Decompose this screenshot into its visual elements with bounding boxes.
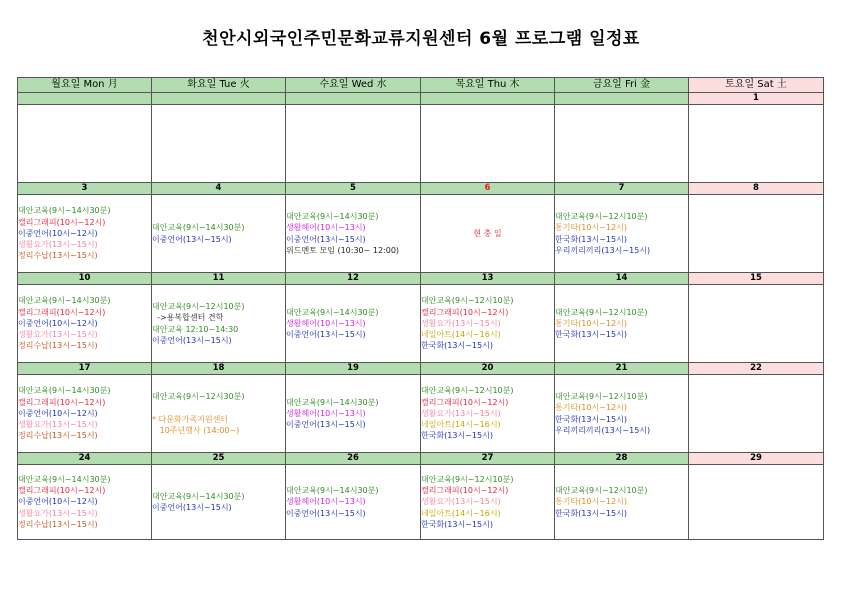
day-cell [286, 105, 421, 183]
weekday-header: 목요일 Thu 木 [421, 78, 555, 93]
weekday-header: 화요일 Tue 火 [152, 78, 286, 93]
date-number: 17 [18, 363, 152, 375]
program-entry: 생활헤어(10시~13시) [286, 497, 366, 507]
program-entry: 정리수납(13시~15시) [18, 341, 98, 351]
day-cell [689, 465, 824, 540]
date-number: 26 [286, 453, 421, 465]
date-row [18, 453, 824, 465]
holiday-label: 현 충 일 [473, 228, 502, 238]
date-number: 11 [152, 273, 286, 285]
day-cell [555, 195, 689, 273]
program-entry: 이중언어(13시~15시) [286, 234, 366, 244]
program-entry: 캘리그래피(10시~12시) [18, 486, 106, 496]
program-entry: 한국화(13시~15시) [421, 519, 493, 529]
program-entry: 우리끼리끼리(13시~15시) [555, 245, 651, 255]
weekday-header: 금요일 Fri 金 [555, 78, 689, 93]
program-entry: 대안교육(9시~12시10분) [152, 302, 245, 312]
program-entry: 대안교육(9시~12시10분) [555, 486, 648, 496]
program-entry: 생활헤어(10시~13시) [286, 318, 366, 328]
weekday-header-row [18, 78, 824, 93]
date-number [286, 93, 421, 105]
program-entry: 대안교육(9시~12시30분) [152, 392, 245, 402]
date-number: 29 [689, 453, 824, 465]
program-entry: 통기타(10시~12시) [555, 403, 627, 413]
program-entry: 대안교육 12:10~14:30 [152, 324, 239, 334]
program-entry: 네일아트(14시~16시) [421, 420, 501, 430]
date-number: 8 [689, 183, 824, 195]
event-row [18, 465, 824, 540]
day-cell [421, 105, 555, 183]
program-entry: 대안교육(9시~12시10분) [421, 474, 514, 484]
program-entry: 이중언어(10시~12시) [18, 408, 98, 418]
program-entry [152, 402, 285, 413]
program-entry: 네일아트(14시~16시) [421, 508, 501, 518]
program-entry: 생활헤어(10시~13시) [286, 408, 366, 418]
date-row [18, 273, 824, 285]
weekday-header-saturday: 토요일 Sat 土 [689, 78, 824, 93]
date-number: 1 [689, 93, 824, 105]
day-cell [421, 285, 555, 363]
program-entry: 대안교육(9시~14시30분) [286, 397, 379, 407]
date-number: 18 [152, 363, 286, 375]
program-entry: 대안교육(9시~14시30분) [152, 491, 245, 501]
program-entry: 대안교육(9시~14시30분) [286, 486, 379, 496]
program-entry: 대안교육(9시~12시10분) [421, 296, 514, 306]
day-cell [152, 465, 286, 540]
date-number [421, 93, 555, 105]
program-entry: 통기타(10시~12시) [555, 223, 627, 233]
date-number: 24 [18, 453, 152, 465]
program-entry: 네일아트(14시~16시) [421, 330, 501, 340]
date-number: 13 [421, 273, 555, 285]
program-entry: 한국화(13시~15시) [555, 234, 627, 244]
page-title: 천안시외국인주민문화교류지원센터 6월 프로그램 일정표 [202, 29, 640, 49]
program-entry: 대안교육(9시~14시30분) [18, 474, 111, 484]
program-entry: 생활요가(13시~15시) [421, 408, 501, 418]
program-entry: 정리수납(13시~15시) [18, 251, 98, 261]
date-number: 20 [421, 363, 555, 375]
day-cell [421, 195, 555, 273]
day-cell [421, 465, 555, 540]
day-cell [689, 195, 824, 273]
day-cell [286, 195, 421, 273]
program-entry: 대안교육(9시~14시30분) [18, 206, 111, 216]
day-cell [18, 375, 152, 453]
program-entry: 10주년행사 (14:00~) [152, 425, 240, 435]
program-entry: 이중언어(13시~15시) [152, 234, 232, 244]
date-row [18, 93, 824, 105]
program-entry: 캘리그래피(10시~12시) [18, 397, 106, 407]
program-entry: 대안교육(9시~12시10분) [555, 392, 648, 402]
day-cell [689, 285, 824, 363]
date-number [152, 93, 286, 105]
date-number: 4 [152, 183, 286, 195]
day-cell [555, 465, 689, 540]
program-entry: 생활헤어(10시~13시) [286, 223, 366, 233]
date-row [18, 183, 824, 195]
weekday-header: 수요일 Wed 水 [286, 78, 421, 93]
program-entry: 한국화(13시~15시) [555, 508, 627, 518]
program-entry: 통기타(10시~12시) [555, 497, 627, 507]
program-entry: 대안교육(9시~14시30분) [18, 296, 111, 306]
date-number: 21 [555, 363, 689, 375]
date-number: 25 [152, 453, 286, 465]
day-cell [152, 375, 286, 453]
program-entry: 생활요가(13시~15시) [18, 330, 98, 340]
program-entry: 대안교육(9시~12시10분) [555, 307, 648, 317]
program-entry: 이중언어(13시~15시) [152, 503, 232, 512]
event-row [18, 285, 824, 363]
program-entry: 한국화(13시~15시) [555, 330, 627, 340]
program-entry: 생활요가(13시~15시) [18, 508, 98, 518]
program-entry: 캘리그래피(10시~12시) [421, 397, 509, 407]
program-entry: 대안교육(9시~14시30분) [286, 307, 379, 317]
event-row [18, 105, 824, 183]
day-cell [555, 375, 689, 453]
day-cell [152, 105, 286, 183]
day-cell [286, 285, 421, 363]
date-number: 10 [18, 273, 152, 285]
program-entry: 대안교육(9시~12시10분) [421, 386, 514, 396]
program-entry: * 다문화가족지원센터 [152, 414, 229, 424]
program-entry: 대안교육(9시~14시30분) [152, 223, 245, 233]
program-entry: 캘리그래피(10시~12시) [18, 217, 106, 227]
day-cell [152, 195, 286, 273]
date-number: 22 [689, 363, 824, 375]
date-number: 6 [421, 183, 555, 195]
day-cell [421, 375, 555, 453]
event-row [18, 195, 824, 273]
day-cell [18, 285, 152, 363]
program-entry: 캘리그래피(10시~12시) [18, 307, 106, 317]
date-number: 14 [555, 273, 689, 285]
event-row [18, 375, 824, 453]
program-entry: 이중언어(13시~15시) [152, 335, 232, 345]
date-row [18, 363, 824, 375]
program-entry: 정리수납(13시~15시) [18, 431, 98, 441]
weekday-header: 월요일 Mon 月 [18, 78, 152, 93]
date-number: 5 [286, 183, 421, 195]
date-number [18, 93, 152, 105]
day-cell [18, 105, 152, 183]
program-entry: 이중언어(10시~12시) [18, 228, 98, 238]
program-entry: 한국화(13시~15시) [421, 431, 493, 441]
program-entry: 캘리그래피(10시~12시) [421, 307, 509, 317]
day-cell [286, 375, 421, 453]
day-cell [555, 285, 689, 363]
schedule-table [17, 77, 824, 540]
program-entry: 통기타(10시~12시) [555, 318, 627, 328]
day-cell [18, 465, 152, 540]
program-entry: 우리끼리끼리(13시~15시) [555, 425, 651, 435]
program-entry: 이중언어(10시~12시) [18, 318, 98, 328]
date-number: 7 [555, 183, 689, 195]
day-cell [286, 465, 421, 540]
program-entry: 위드멘토 모임 (10:30~ 12:00) [286, 245, 400, 255]
date-number: 28 [555, 453, 689, 465]
program-entry: 정리수납(13시~15시) [18, 519, 98, 529]
program-entry: 생활요가(13시~15시) [18, 420, 98, 430]
program-entry: 한국화(13시~15시) [421, 341, 493, 351]
program-entry: 생활요가(13시~15시) [18, 240, 98, 250]
day-cell [555, 105, 689, 183]
program-entry: ->용복합센터 견학 [152, 313, 224, 323]
program-entry: 한국화(13시~15시) [555, 414, 627, 424]
program-entry: 대안교육(9시~14시30분) [286, 212, 379, 222]
program-entry: 생활요가(13시~15시) [421, 318, 501, 328]
date-number: 3 [18, 183, 152, 195]
date-number: 27 [421, 453, 555, 465]
program-entry: 생활요가(13시~15시) [421, 497, 501, 507]
day-cell [152, 285, 286, 363]
day-cell [18, 195, 152, 273]
program-entry: 이중언어(13시~15시) [286, 420, 366, 430]
date-number: 12 [286, 273, 421, 285]
day-cell [689, 375, 824, 453]
program-entry: 이중언어(13시~15시) [286, 508, 366, 518]
program-entry: 이중언어(10시~12시) [18, 497, 98, 507]
day-cell [689, 105, 824, 183]
date-number [555, 93, 689, 105]
program-entry: 대안교육(9시~14시30분) [18, 386, 111, 396]
program-entry: 이중언어(13시~15시) [286, 330, 366, 340]
date-number: 19 [286, 363, 421, 375]
date-number: 15 [689, 273, 824, 285]
program-entry: 대안교육(9시~12시10분) [555, 212, 648, 222]
program-entry: 캘리그래피(10시~12시) [421, 486, 509, 496]
